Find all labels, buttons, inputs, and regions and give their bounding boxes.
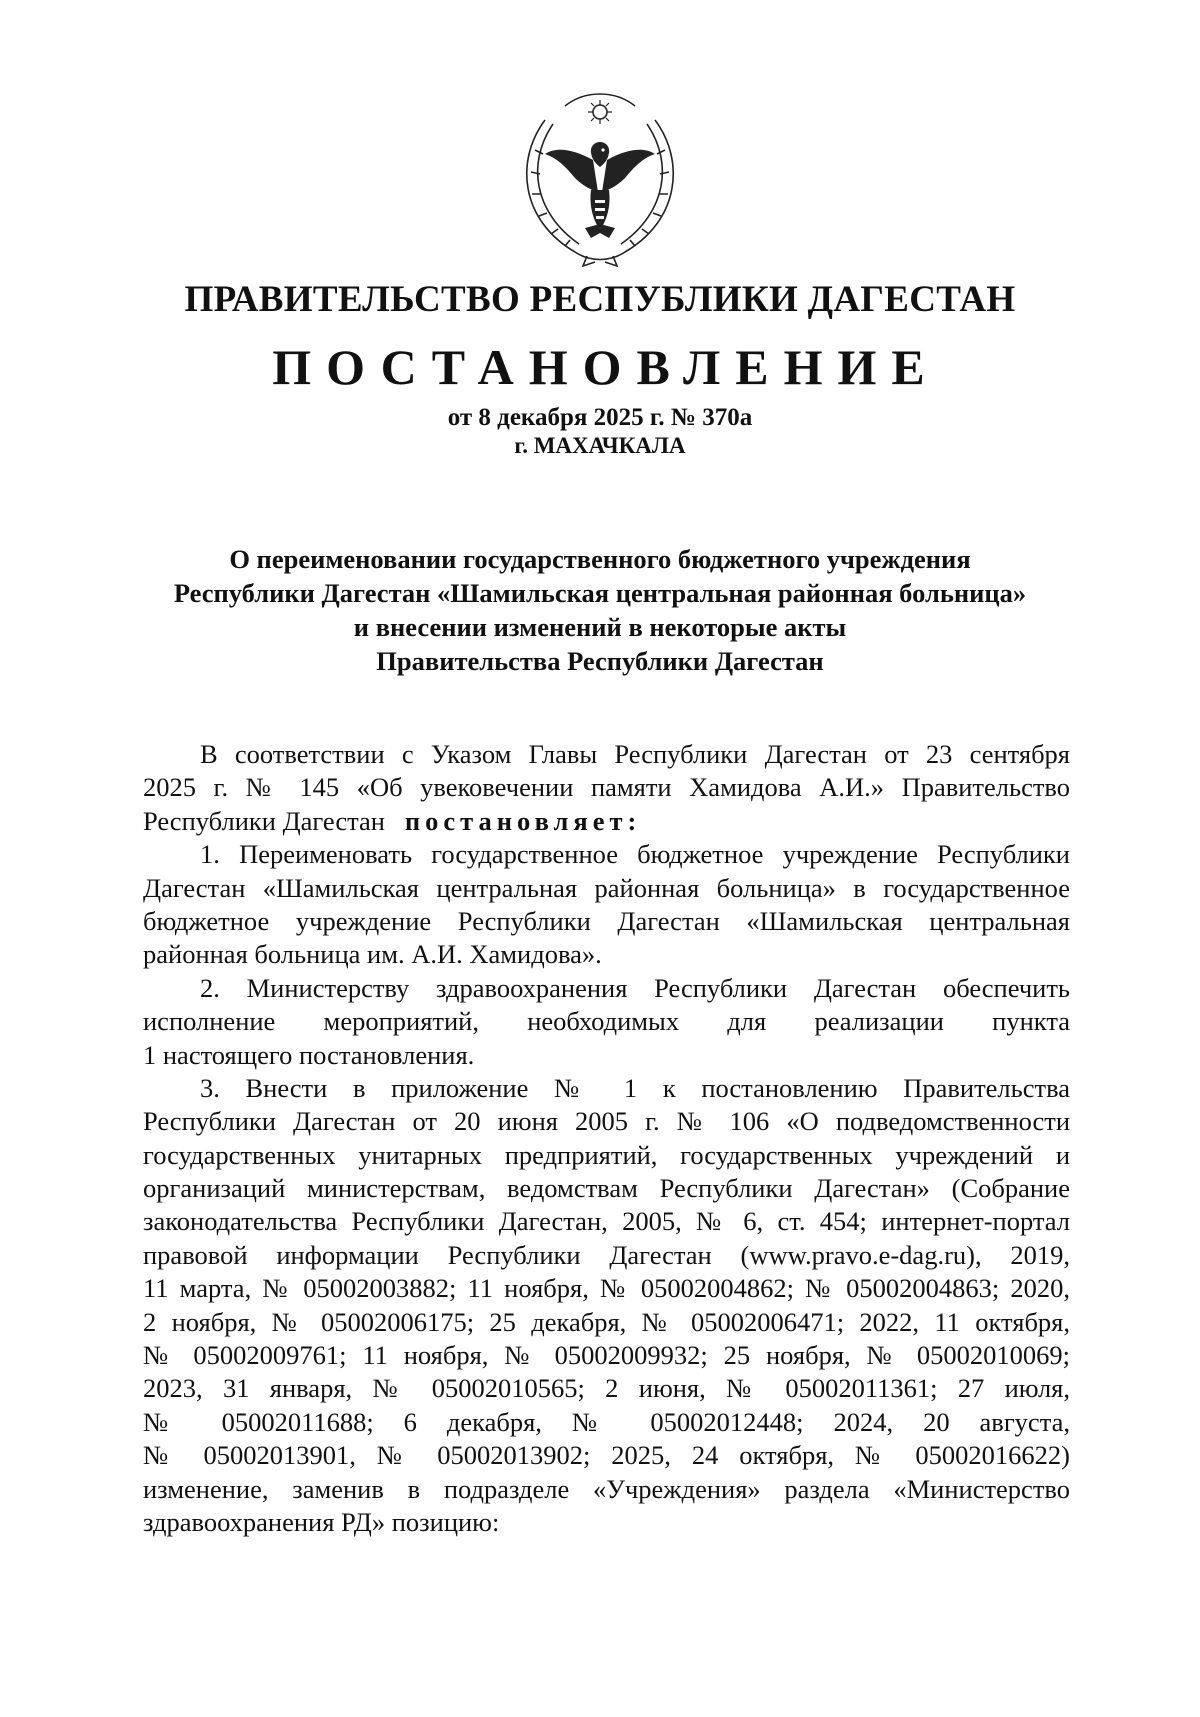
body-line: изменение, заменив в подразделе «Учреждения» раздела «Министерство — [143, 1473, 1070, 1504]
document-body — [143, 738, 1070, 1539]
item-paragraph-2 — [143, 972, 1070, 1072]
government-name: ПРАВИТЕЛЬСТВО РЕСПУБЛИКИ ДАГЕСТАН — [184, 279, 1016, 320]
item-paragraph-1 — [143, 838, 1070, 972]
coat-of-arms-emblem — [505, 80, 695, 270]
body-line: организаций министерствам, ведомствам Республики Дагестан» (Собрание — [143, 1173, 1070, 1204]
body-line: 11 марта, № 05002003882; 11 ноября, № 05002004862; № 05002004863; 2020, — [143, 1273, 1070, 1304]
body-line: бюджетное учреждение Республики Дагестан «Шамильская центральная — [143, 905, 1070, 936]
document-type: ПОСТАНОВЛЕНИЕ — [272, 339, 940, 395]
document-date-number: от 8 декабря 2025 г. № 370а — [447, 404, 753, 431]
body-line: 2025 г. № 145 «Об увековечении памяти Хамидова А.И.» Правительство — [143, 772, 1070, 803]
body-line: № 05002009761; 11 ноября, № 05002009932; 25 ноября, № 05002010069; — [143, 1340, 1070, 1371]
resolves-word: постановляет: — [404, 805, 642, 836]
preamble-line-start: Республики Дагестан — [143, 805, 385, 836]
body-line: № 05002011688; 6 декабря, № 05002012448; 2024, 20 августа, — [143, 1406, 1070, 1437]
body-line: здравоохранения РД» позицию: — [143, 1506, 500, 1537]
subject-line: Республики Дагестан «Шамильская центральная районная больница» — [173, 578, 1027, 608]
body-line: исполнение мероприятий, необходимых для реализации пункта — [143, 1006, 1070, 1037]
body-line: 1. Переименовать государственное бюджетное учреждение Республики — [200, 839, 1070, 870]
preamble-paragraph — [143, 738, 1070, 838]
item-paragraph-3 — [143, 1072, 1070, 1539]
body-line: Дагестан «Шамильская центральная районная больница» в государственное — [143, 872, 1070, 903]
body-line — [143, 805, 1070, 838]
body-line: государственных унитарных предприятий, государственных учреждений и — [143, 1139, 1070, 1170]
body-line: Республики Дагестан от 20 июня 2005 г. № 106 «О подведомственности — [143, 1106, 1070, 1137]
document-city: г. МАХАЧКАЛА — [514, 433, 686, 458]
body-line: районная больница им. А.И. Хамидова». — [143, 939, 602, 970]
document-subject — [100, 542, 1100, 678]
body-line: 2023, 31 января, № 05002010565; 2 июня, № 05002011361; 27 июля, — [143, 1373, 1070, 1404]
body-line: законодательства Республики Дагестан, 2005, № 6, ст. 454; интернет-портал — [143, 1206, 1070, 1237]
body-line: правовой информации Республики Дагестан (www.pravo.e-dag.ru), 2019, — [143, 1239, 1070, 1270]
subject-line: и внесении изменений в некоторые акты — [353, 612, 847, 642]
body-line: 3. Внести в приложение № 1 к постановлению Правительства — [200, 1072, 1070, 1103]
subject-line: Правительства Республики Дагестан — [376, 646, 824, 676]
body-line: 2. Министерству здравоохранения Республики Дагестан обеспечить — [200, 972, 1070, 1003]
body-line: № 05002013901, № 05002013902; 2025, 24 октября, № 05002016622) — [143, 1440, 1070, 1471]
body-line: В соответствии с Указом Главы Республики Дагестан от 23 сентября — [200, 739, 1070, 769]
body-line: 1 настоящего постановления. — [143, 1039, 475, 1070]
body-line: 2 ноября, № 05002006175; 25 декабря, № 05002006471; 2022, 11 октября, — [143, 1306, 1070, 1337]
subject-line: О переименовании государственного бюджетного учреждения — [229, 544, 971, 574]
